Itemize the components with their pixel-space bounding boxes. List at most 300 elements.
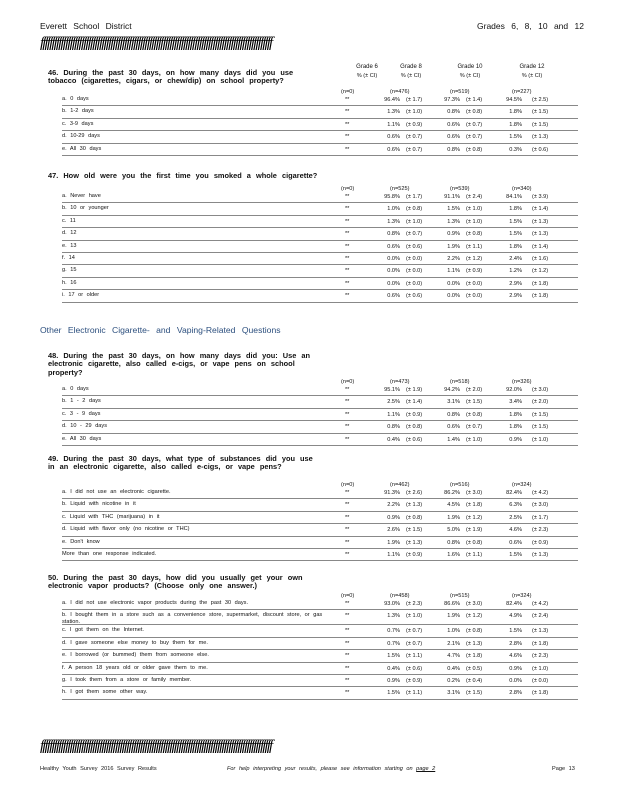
grade-12-ci: (± 1.7) bbox=[532, 514, 549, 521]
grade-12-ci: (± 1.8) bbox=[532, 690, 549, 697]
grade-12-value: 1.8% bbox=[509, 121, 522, 128]
grade-8-ci: (± 0.9) bbox=[406, 411, 423, 418]
grade-8-value: 1.3% bbox=[387, 109, 400, 116]
sample-size: (n=515) bbox=[450, 593, 470, 599]
grade-10-value: 0.8% bbox=[447, 146, 460, 153]
grade-6-value: ** bbox=[345, 527, 350, 534]
sample-size: (n=324) bbox=[512, 593, 532, 599]
option-label: b. 1 - 2 days bbox=[62, 398, 101, 405]
grade-8-value: 0.6% bbox=[387, 134, 400, 141]
option-label: d. 10 - 29 days bbox=[62, 423, 108, 430]
grade-12-value: 1.5% bbox=[509, 231, 522, 238]
grade-10-value: 1.5% bbox=[447, 206, 460, 213]
option-label: c. 11 bbox=[62, 217, 76, 224]
grade-8-ci: (± 0.6) bbox=[406, 665, 423, 672]
option-label: g. 15 bbox=[62, 267, 77, 274]
grade-10-ci: (± 0.8) bbox=[466, 539, 483, 546]
sample-size: (n=326) bbox=[512, 379, 532, 385]
grade-8-ci: (± 0.9) bbox=[406, 678, 423, 684]
grade-12-ci: (± 2.4) bbox=[532, 613, 549, 620]
grade-10-value: 0.8% bbox=[447, 539, 460, 546]
grade-10-value: 97.3% bbox=[444, 97, 460, 103]
grade-6-value: ** bbox=[345, 256, 350, 262]
grade-10-value: 0.8% bbox=[447, 109, 460, 116]
col-grade-6: Grade 6 % (± CI) bbox=[356, 64, 378, 79]
bottom-ff-rule: ffffffffffffffffffffffffffffffffffffffffffffffffffffffffffffffffffffffffffffffffffffffffffffffffffffff bbox=[40, 738, 272, 754]
grade-8-ci: (± 1.3) bbox=[406, 539, 423, 546]
grade-12-ci: (± 2.3) bbox=[532, 653, 549, 660]
grade-10-ci: (± 1.8) bbox=[466, 502, 483, 509]
grade-8-ci: (± 0.9) bbox=[406, 552, 423, 558]
grade-10-value: 0.8% bbox=[447, 411, 460, 418]
option-row bbox=[62, 409, 578, 421]
grade-12-ci: (± 1.3) bbox=[532, 231, 549, 238]
option-row bbox=[62, 203, 578, 215]
grade-8-value: 1.1% bbox=[387, 552, 400, 558]
sample-size: (n=0) bbox=[341, 593, 355, 599]
option-label: More than one response indicated. bbox=[62, 551, 157, 557]
grade-10-value: 0.0% bbox=[447, 293, 460, 300]
grade-10-ci: (± 1.1) bbox=[466, 552, 483, 558]
sample-size: (n=0) bbox=[341, 186, 355, 192]
grade-6-value: ** bbox=[345, 628, 350, 635]
option-row bbox=[62, 598, 578, 610]
option-row bbox=[62, 228, 578, 240]
option-label: h. 16 bbox=[62, 279, 77, 286]
grade-12-ci: (± 0.0) bbox=[532, 678, 549, 684]
grade-8-ci: (± 1.0) bbox=[406, 218, 423, 225]
grade-12-value: 0.9% bbox=[509, 436, 522, 443]
option-row bbox=[62, 106, 578, 118]
grade-10-value: 86.6% bbox=[444, 601, 460, 607]
sample-size: (n=227) bbox=[512, 89, 532, 95]
grade-10-value: 0.6% bbox=[447, 424, 460, 431]
grade-8-ci: (± 0.7) bbox=[406, 640, 423, 647]
question-47 bbox=[48, 172, 324, 180]
grade-10-value: 0.0% bbox=[447, 280, 460, 287]
grade-12-value: 0.3% bbox=[509, 146, 522, 153]
grade-10-value: 2.2% bbox=[447, 256, 460, 262]
grade-10-ci: (± 1.8) bbox=[466, 653, 483, 660]
footer-page-link[interactable]: page 2 bbox=[416, 766, 436, 772]
sample-size: (n=476) bbox=[390, 89, 410, 95]
grade-10-value: 3.1% bbox=[447, 399, 460, 406]
grade-12-value: 2.5% bbox=[509, 514, 522, 521]
grade-10-ci: (± 1.2) bbox=[466, 613, 483, 620]
grade-8-value: 93.0% bbox=[384, 601, 400, 607]
grade-8-value: 0.0% bbox=[387, 256, 400, 262]
grade-6-value: ** bbox=[345, 399, 350, 406]
grade-6-value: ** bbox=[345, 280, 350, 287]
grade-6-value: ** bbox=[345, 109, 350, 116]
grade-6-value: ** bbox=[345, 97, 350, 103]
grade-12-value: 4.9% bbox=[509, 613, 522, 620]
option-label: e. All 30 days bbox=[62, 145, 102, 152]
grade-10-value: 2.1% bbox=[447, 640, 460, 647]
question-number: 47. bbox=[48, 171, 59, 180]
option-label: b. I bought them in a store such as a convenience store, supermarket, discount store, or gas station. bbox=[62, 612, 323, 625]
grade-12-value: 82.4% bbox=[506, 490, 522, 496]
grade-12-ci: (± 1.6) bbox=[532, 256, 549, 262]
option-label: d. I gave someone else money to buy them for me. bbox=[62, 639, 208, 646]
grade-8-value: 1.1% bbox=[387, 411, 400, 418]
grade-10-ci: (± 1.3) bbox=[466, 640, 483, 647]
grade-10-value: 1.9% bbox=[447, 613, 460, 620]
grade-12-ci: (± 1.0) bbox=[532, 436, 549, 443]
grade-10-ci: (± 0.7) bbox=[466, 424, 483, 431]
grade-12-ci: (± 1.3) bbox=[532, 628, 549, 635]
grade-12-ci: (± 1.5) bbox=[532, 424, 549, 431]
option-label: c. 3 - 9 days bbox=[62, 410, 101, 417]
grade-6-value: ** bbox=[345, 502, 350, 509]
grade-8-ci: (± 1.4) bbox=[406, 399, 423, 406]
option-row bbox=[62, 434, 578, 446]
grade-6-value: ** bbox=[345, 293, 350, 300]
option-label: a. 0 days bbox=[62, 386, 89, 392]
grade-8-value: 0.6% bbox=[387, 146, 400, 153]
grade-10-value: 1.1% bbox=[447, 268, 460, 275]
grade-8-ci: (± 1.0) bbox=[406, 109, 423, 116]
option-label: c. Liquid with THC (marijuana) in it bbox=[62, 513, 160, 520]
grade-12-ci: (± 1.2) bbox=[532, 268, 549, 275]
option-row bbox=[62, 131, 578, 143]
question-text: During the past 30 days, what type of substances did you use in an electronic cigarette, also called e-cigs, or vape pens? bbox=[48, 454, 313, 472]
grade-10-ci: (± 0.4) bbox=[466, 678, 483, 684]
grade-12-ci: (± 1.5) bbox=[532, 109, 549, 116]
grade-6-value: ** bbox=[345, 640, 350, 647]
grade-10-ci: (± 2.4) bbox=[466, 194, 483, 200]
option-row bbox=[62, 610, 578, 625]
grade-8-ci: (± 0.8) bbox=[406, 514, 423, 521]
grade-10-ci: (± 1.5) bbox=[466, 690, 483, 697]
sample-size: (n=0) bbox=[341, 379, 355, 385]
sample-size: (n=518) bbox=[450, 379, 470, 385]
grade-12-ci: (± 3.9) bbox=[532, 194, 549, 200]
option-label: d. 10-29 days bbox=[62, 133, 100, 140]
grade-10-ci: (± 0.7) bbox=[466, 121, 483, 128]
grade-12-ci: (± 2.0) bbox=[532, 399, 549, 406]
grade-6-value: ** bbox=[345, 424, 350, 431]
grade-10-value: 1.9% bbox=[447, 514, 460, 521]
sample-size: (n=473) bbox=[390, 379, 410, 385]
grade-12-value: 1.8% bbox=[509, 206, 522, 213]
grade-10-ci: (± 1.0) bbox=[466, 218, 483, 225]
grade-8-value: 0.0% bbox=[387, 268, 400, 275]
grade-12-value: 2.9% bbox=[509, 280, 522, 287]
grade-10-value: 1.9% bbox=[447, 243, 460, 250]
option-row bbox=[62, 625, 578, 637]
grade-8-value: 1.1% bbox=[387, 121, 400, 128]
option-label: c. I got them on the Internet. bbox=[62, 627, 144, 634]
grade-6-value: ** bbox=[345, 613, 350, 620]
question-49 bbox=[48, 455, 324, 472]
grade-12-ci: (± 1.5) bbox=[532, 411, 549, 418]
option-row bbox=[62, 396, 578, 408]
grade-12-ci: (± 1.3) bbox=[532, 552, 549, 558]
footer-page-number: Page 13 bbox=[552, 766, 575, 772]
grade-8-value: 0.7% bbox=[387, 628, 400, 635]
grade-6-value: ** bbox=[345, 146, 350, 153]
grade-12-ci: (± 0.6) bbox=[532, 146, 549, 153]
grade-8-value: 91.3% bbox=[384, 490, 400, 496]
grade-12-ci: (± 3.0) bbox=[532, 502, 549, 509]
grade-10-value: 1.4% bbox=[447, 436, 460, 443]
grade-8-ci: (± 1.3) bbox=[406, 502, 423, 509]
grade-12-value: 2.4% bbox=[509, 256, 522, 262]
grade-6-value: ** bbox=[345, 436, 350, 443]
grade-12-value: 1.2% bbox=[509, 268, 522, 275]
grade-8-value: 2.2% bbox=[387, 502, 400, 509]
grade-8-value: 0.8% bbox=[387, 231, 400, 238]
grade-8-value: 95.1% bbox=[384, 387, 400, 393]
top-ff-rule: ffffffffffffffffffffffffffffffffffffffffffffffffffffffffffffffffffffffffffffffffffffffffffffffffffffff bbox=[40, 35, 272, 51]
grade-12-value: 2.8% bbox=[509, 690, 522, 697]
grade-6-value: ** bbox=[345, 134, 350, 141]
grade-8-value: 1.5% bbox=[387, 653, 400, 660]
grade-8-ci: (± 1.7) bbox=[406, 97, 423, 103]
grade-12-value: 84.1% bbox=[506, 194, 522, 200]
sample-size: (n=462) bbox=[390, 482, 410, 488]
grade-10-value: 4.7% bbox=[447, 653, 460, 660]
grade-12-value: 1.5% bbox=[509, 628, 522, 635]
sample-size: (n=0) bbox=[341, 89, 355, 95]
grade-10-value: 1.6% bbox=[447, 552, 460, 558]
sample-size: (n=458) bbox=[390, 593, 410, 599]
grade-6-value: ** bbox=[345, 665, 350, 672]
grade-8-ci: (± 2.6) bbox=[406, 490, 423, 496]
option-row bbox=[62, 537, 578, 549]
col-grade-8: Grade 8 % (± CI) bbox=[400, 64, 422, 79]
grade-12-value: 4.6% bbox=[509, 527, 522, 534]
grade-6-value: ** bbox=[345, 514, 350, 521]
question-text: How old were you the first time you smoked a whole cigarette? bbox=[63, 171, 318, 180]
grade-10-value: 0.9% bbox=[447, 231, 460, 238]
grade-12-ci: (± 1.4) bbox=[532, 206, 549, 213]
grade-10-value: 0.6% bbox=[447, 134, 460, 141]
grade-10-value: 1.3% bbox=[447, 218, 460, 225]
grade-8-value: 0.9% bbox=[387, 514, 400, 521]
grade-10-value: 94.2% bbox=[444, 387, 460, 393]
grade-10-ci: (± 0.9) bbox=[466, 268, 483, 275]
option-label: e. Don't know bbox=[62, 538, 100, 545]
grade-8-value: 1.3% bbox=[387, 613, 400, 620]
grade-10-ci: (± 1.2) bbox=[466, 514, 483, 521]
grade-6-value: ** bbox=[345, 490, 350, 496]
grade-12-ci: (± 1.4) bbox=[532, 243, 549, 250]
option-row bbox=[62, 191, 578, 203]
grade-12-ci: (± 1.8) bbox=[532, 293, 549, 300]
option-label: f. 14 bbox=[62, 255, 75, 261]
sample-size: (n=539) bbox=[450, 186, 470, 192]
grade-6-value: ** bbox=[345, 411, 350, 418]
grade-8-ci: (± 1.7) bbox=[406, 194, 423, 200]
grade-12-ci: (± 1.0) bbox=[532, 665, 549, 672]
grade-10-ci: (± 1.9) bbox=[466, 527, 483, 534]
footer-help-text: For help interpreting your results, please see information starting on bbox=[227, 766, 413, 772]
grade-8-ci: (± 0.0) bbox=[406, 256, 423, 262]
question-number: 46. bbox=[48, 68, 59, 77]
question-text: During the past 30 days, on how many days did you use tobacco (cigarettes, cigars, or chew/dip) on school property? bbox=[48, 68, 294, 86]
option-row bbox=[62, 253, 578, 265]
grade-8-ci: (± 0.7) bbox=[406, 146, 423, 153]
grade-8-ci: (± 1.9) bbox=[406, 387, 423, 393]
grade-12-value: 1.5% bbox=[509, 552, 522, 558]
option-row bbox=[62, 278, 578, 290]
grade-8-value: 1.0% bbox=[387, 206, 400, 213]
sample-size: (n=519) bbox=[450, 89, 470, 95]
option-label: b. Liquid with nicotine in it bbox=[62, 501, 136, 508]
grade-10-ci: (± 0.0) bbox=[466, 293, 483, 300]
option-row bbox=[62, 675, 578, 687]
option-label: i. 17 or older bbox=[62, 292, 100, 299]
option-label: b. 10 or younger bbox=[62, 205, 109, 212]
grade-8-ci: (± 0.8) bbox=[406, 206, 423, 213]
option-row bbox=[62, 144, 578, 156]
grade-10-ci: (± 1.4) bbox=[466, 97, 483, 103]
option-row bbox=[62, 663, 578, 675]
grade-10-ci: (± 1.2) bbox=[466, 256, 483, 262]
option-label: a. I did not use an electronic cigarette. bbox=[62, 489, 171, 495]
grade-12-ci: (± 1.3) bbox=[532, 134, 549, 141]
grade-8-ci: (± 2.3) bbox=[406, 601, 423, 607]
grade-12-value: 92.0% bbox=[506, 387, 522, 393]
grade-8-value: 0.9% bbox=[387, 678, 400, 684]
option-row bbox=[62, 290, 578, 302]
grade-8-ci: (± 1.5) bbox=[406, 527, 423, 534]
grade-6-value: ** bbox=[345, 231, 350, 238]
grade-6-value: ** bbox=[345, 601, 350, 607]
grade-12-ci: (± 2.3) bbox=[532, 527, 549, 534]
grade-8-ci: (± 1.1) bbox=[406, 690, 423, 697]
grade-10-value: 86.2% bbox=[444, 490, 460, 496]
grade-10-value: 3.1% bbox=[447, 690, 460, 697]
grade-12-ci: (± 1.8) bbox=[532, 280, 549, 287]
option-row bbox=[62, 421, 578, 433]
grade-10-value: 0.2% bbox=[447, 678, 460, 684]
option-row bbox=[62, 265, 578, 277]
grade-6-value: ** bbox=[345, 552, 350, 558]
grade-8-value: 0.6% bbox=[387, 293, 400, 300]
grade-6-value: ** bbox=[345, 387, 350, 393]
sample-size: (n=525) bbox=[390, 186, 410, 192]
question-text: During the past 30 days, on how many days did you: Use an electronic cigarette, also called e-cigs, or vape pens on school property? bbox=[48, 351, 311, 377]
grade-8-ci: (± 0.8) bbox=[406, 424, 423, 431]
option-label: f. A person 18 years old or older gave them to me. bbox=[62, 664, 208, 671]
option-row bbox=[62, 94, 578, 106]
grade-12-value: 4.6% bbox=[509, 653, 522, 660]
grade-6-value: ** bbox=[345, 218, 350, 225]
option-row bbox=[62, 216, 578, 228]
grade-10-ci: (± 0.8) bbox=[466, 628, 483, 635]
question-number: 48. bbox=[48, 351, 59, 360]
question-50 bbox=[48, 574, 324, 591]
grade-12-value: 3.4% bbox=[509, 399, 522, 406]
grade-8-value: 2.6% bbox=[387, 527, 400, 534]
grade-12-value: 1.8% bbox=[509, 243, 522, 250]
option-label: c. 3-9 days bbox=[62, 120, 94, 127]
option-row bbox=[62, 650, 578, 662]
option-row bbox=[62, 499, 578, 511]
question-number: 49. bbox=[48, 454, 59, 463]
grade-8-ci: (± 0.7) bbox=[406, 231, 423, 238]
grade-10-value: 0.4% bbox=[447, 665, 460, 672]
option-row bbox=[62, 384, 578, 396]
sample-size: (n=340) bbox=[512, 186, 532, 192]
grade-10-ci: (± 1.0) bbox=[466, 206, 483, 213]
grade-8-value: 0.8% bbox=[387, 424, 400, 431]
grade-8-ci: (± 1.1) bbox=[406, 653, 423, 660]
option-label: e. I borrowed (or bummed) them from someone else. bbox=[62, 652, 209, 659]
option-row bbox=[62, 638, 578, 650]
grade-6-value: ** bbox=[345, 194, 350, 200]
question-number: 50. bbox=[48, 573, 59, 582]
grade-12-value: 82.4% bbox=[506, 601, 522, 607]
grade-6-value: ** bbox=[345, 243, 350, 250]
grade-12-value: 2.9% bbox=[509, 293, 522, 300]
grade-10-value: 1.0% bbox=[447, 628, 460, 635]
section-title: Other Electronic Cigarette- and Vaping-Related Questions bbox=[40, 325, 281, 335]
grade-10-ci: (± 1.0) bbox=[466, 436, 483, 443]
grade-10-ci: (± 3.0) bbox=[466, 490, 483, 496]
grade-12-value: 1.5% bbox=[509, 134, 522, 141]
grade-12-ci: (± 1.3) bbox=[532, 218, 549, 225]
grade-8-ci: (± 0.0) bbox=[406, 280, 423, 287]
grade-12-ci: (± 4.2) bbox=[532, 601, 549, 607]
grade-8-value: 95.8% bbox=[384, 194, 400, 200]
grade-8-value: 0.4% bbox=[387, 436, 400, 443]
grade-10-ci: (± 0.7) bbox=[466, 134, 483, 141]
grade-8-ci: (± 0.0) bbox=[406, 268, 423, 275]
grade-10-ci: (± 1.5) bbox=[466, 399, 483, 406]
grade-10-value: 4.5% bbox=[447, 502, 460, 509]
grade-6-value: ** bbox=[345, 268, 350, 275]
option-row bbox=[62, 241, 578, 253]
grade-6-value: ** bbox=[345, 539, 350, 546]
grade-8-value: 2.5% bbox=[387, 399, 400, 406]
grade-8-ci: (± 0.6) bbox=[406, 243, 423, 250]
option-label: d. Liquid with flavor only (no nicotine or THC) bbox=[62, 526, 190, 533]
option-label: b. 1-2 days bbox=[62, 108, 94, 115]
grade-10-ci: (± 0.8) bbox=[466, 231, 483, 238]
option-label: e. All 30 days bbox=[62, 435, 102, 442]
grade-12-ci: (± 4.2) bbox=[532, 490, 549, 496]
grade-8-value: 1.9% bbox=[387, 539, 400, 546]
option-row bbox=[62, 487, 578, 499]
col-grade-10: Grade 10 % (± CI) bbox=[457, 64, 483, 79]
option-row bbox=[62, 119, 578, 131]
grade-8-ci: (± 0.6) bbox=[406, 293, 423, 300]
grade-12-ci: (± 0.9) bbox=[532, 539, 549, 546]
grade-8-value: 0.6% bbox=[387, 243, 400, 250]
grade-12-ci: (± 1.8) bbox=[532, 640, 549, 647]
grade-8-ci: (± 0.6) bbox=[406, 436, 423, 443]
grade-10-ci: (± 0.5) bbox=[466, 665, 483, 672]
grade-6-value: ** bbox=[345, 690, 350, 697]
option-row bbox=[62, 524, 578, 536]
option-label: e. 13 bbox=[62, 242, 77, 249]
grade-10-value: 91.1% bbox=[444, 194, 460, 200]
grade-12-ci: (± 3.0) bbox=[532, 387, 549, 393]
grade-8-ci: (± 1.0) bbox=[406, 613, 423, 620]
question-48 bbox=[48, 352, 324, 377]
option-row bbox=[62, 549, 578, 561]
grade-12-value: 1.8% bbox=[509, 109, 522, 116]
grade-10-ci: (± 1.1) bbox=[466, 243, 483, 250]
grade-10-ci: (± 2.0) bbox=[466, 387, 483, 393]
footer-help bbox=[227, 766, 435, 772]
grades-label: Grades 6, 8, 10 and 12 bbox=[477, 21, 584, 31]
sample-size: (n=516) bbox=[450, 482, 470, 488]
